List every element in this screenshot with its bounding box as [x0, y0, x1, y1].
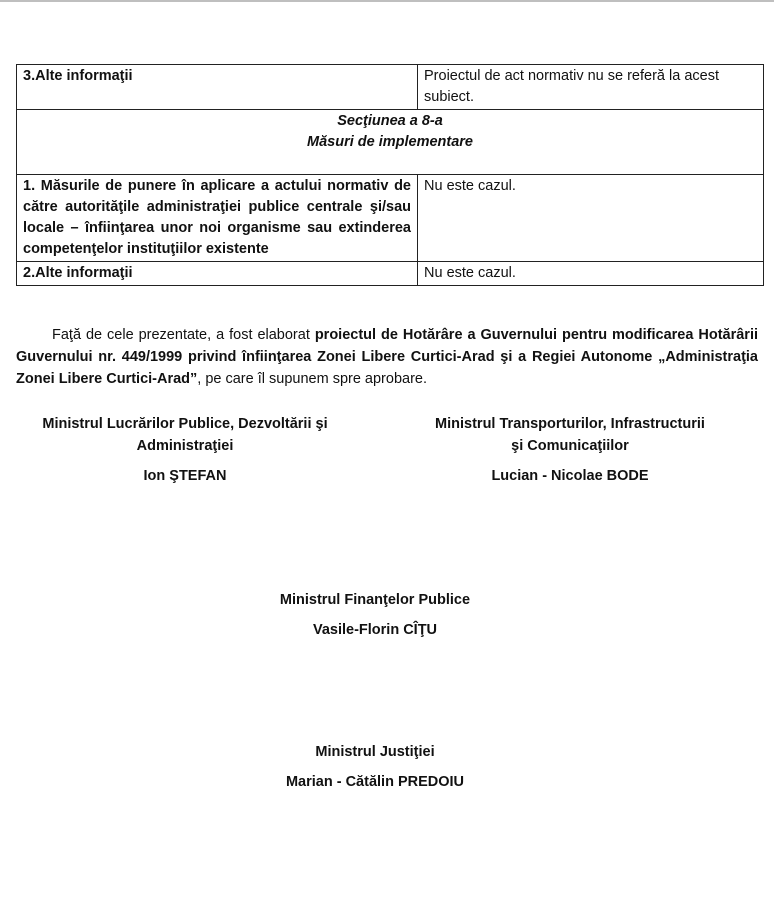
implementation-table	[16, 64, 764, 286]
signatory-name: Vasile-Florin CÎŢU	[312, 622, 438, 638]
section-header	[17, 110, 764, 175]
signatory-name: Marian - Cătălin PREDOIU	[285, 774, 465, 790]
table-row	[17, 110, 764, 175]
signatory-title: Ministrul Lucrărilor Publice, Dezvoltării şi	[42, 416, 328, 432]
signatory-title: Ministrul Justiţiei	[315, 744, 435, 760]
row-value-other-info: Proiectul de act normativ nu se referă la acest subiect.	[418, 65, 764, 110]
section-title: Secţiunea a 8-a	[337, 113, 443, 129]
signatory-title-cont: şi Comunicaţiilor	[511, 438, 629, 454]
signatory-title-cont: Administraţiei	[136, 438, 234, 454]
conclusion-paragraph	[16, 324, 758, 390]
section-subtitle: Măsuri de implementare	[307, 134, 473, 150]
paragraph-intro: Faţă de cele prezentate, a fost elaborat	[52, 326, 315, 343]
signatory-title: Ministrul Transporturilor, Infrastructurii	[435, 416, 705, 432]
table-row	[17, 65, 764, 110]
signatory-name: Lucian - Nicolae BODE	[491, 468, 649, 484]
signature-block-finance	[200, 589, 550, 641]
row-label-other-info-2: 2.Alte informaţii	[17, 262, 418, 286]
paragraph-bold-title: proiectul de Hotărâre a Guvernului pentru modificarea Hotărârii Guvernului nr. 449/1999 privind înfiinţarea Zonei Libere Curtici-Arad şi a Regiei Autonome „Administraţia Zonei Libere Curtici-Arad”	[16, 326, 759, 387]
signatory-name: Ion ŞTEFAN	[143, 468, 227, 484]
row-value-other-info-2: Nu este cazul.	[418, 262, 764, 286]
signature-block-transport	[405, 413, 735, 487]
signatory-title: Ministrul Finanţelor Publice	[279, 592, 471, 608]
table-row	[17, 175, 764, 262]
table-row	[17, 262, 764, 286]
row-label-other-info: 3.Alte informaţii	[17, 65, 418, 110]
signature-block-justice	[200, 741, 550, 793]
row-value-measures: Nu este cazul.	[418, 175, 764, 262]
signature-block-public-works	[20, 413, 350, 487]
paragraph-outro: , pe care îl supunem spre aprobare.	[197, 370, 427, 387]
row-label-measures: 1. Măsurile de punere în aplicare a actului normativ de către autorităţile administraţiei publice centrale şi/sau locale – înfiinţarea unor noi organisme sau extinderea competenţelor instituţiilor existente	[17, 175, 418, 262]
top-divider	[0, 0, 774, 2]
